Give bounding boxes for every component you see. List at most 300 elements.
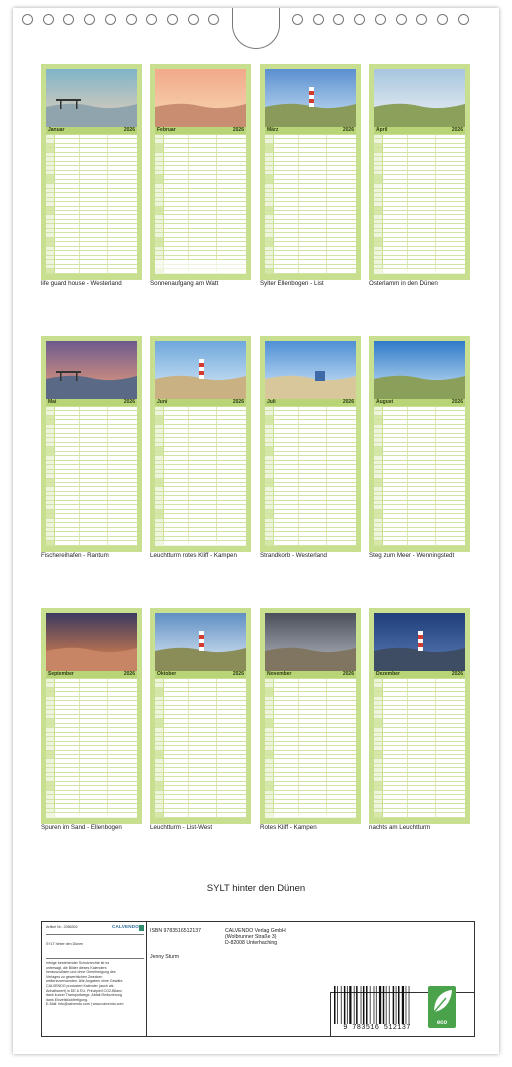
legal-line: E-Mail: info@calvendo.com | www.calvendo.com [46, 1002, 124, 1007]
binding-ring [458, 14, 469, 25]
day-number-cell [265, 523, 274, 526]
day-number-cell [46, 189, 55, 192]
day-number-cell [46, 523, 55, 526]
day-number-cell [374, 135, 383, 138]
legal-text [46, 961, 144, 1007]
day-row [265, 269, 356, 273]
day-number-cell [265, 751, 274, 754]
day-number-cell [374, 483, 383, 486]
day-number-cell [155, 692, 164, 695]
day-number-cell [155, 786, 164, 789]
month-photo [46, 613, 137, 671]
day-number-cell [374, 782, 383, 785]
day-number-cell [46, 229, 55, 232]
day-number-cell [46, 510, 55, 513]
day-number-cell [155, 202, 164, 205]
month-header [374, 671, 465, 678]
day-number-cell [374, 474, 383, 477]
day-number-cell [374, 189, 383, 192]
day-number-cell [46, 251, 55, 254]
month-name: November [267, 671, 292, 677]
day-number-cell [155, 537, 164, 540]
day-number-cell [265, 202, 274, 205]
day-number-cell [46, 701, 55, 704]
day-number-cell [155, 755, 164, 758]
month-year: 2026 [451, 671, 463, 677]
day-number-cell [374, 211, 383, 214]
month-header [46, 127, 137, 134]
day-number-cell [155, 407, 164, 410]
binding-ring [354, 14, 365, 25]
day-number-cell [155, 416, 164, 419]
day-number-cell [155, 251, 164, 254]
day-number-cell [374, 688, 383, 691]
day-number-cell [265, 759, 274, 762]
day-number-cell [46, 786, 55, 789]
legal-line: CALVENDO produziert Kalender (auch als [46, 983, 114, 988]
day-number-cell [46, 162, 55, 165]
day-number-cell [374, 746, 383, 749]
day-number-cell [155, 171, 164, 174]
day-number-cell [46, 207, 55, 210]
day-number-cell [374, 755, 383, 758]
day-number-cell [155, 470, 164, 473]
day-number-cell [265, 233, 274, 236]
day-number-cell [265, 211, 274, 214]
month-page-märz [260, 64, 361, 280]
day-number-cell [374, 144, 383, 147]
day-row [46, 269, 137, 273]
day-number-cell [46, 532, 55, 535]
day-number-cell [374, 777, 383, 780]
short-title: SYLT hinter den Dünen [46, 942, 84, 946]
legal-line: herauszulösen und ohne Genehmigung des [46, 970, 116, 975]
day-number-cell [374, 692, 383, 695]
month-header [265, 671, 356, 678]
day-number-cell [46, 715, 55, 718]
day-grid [265, 135, 356, 274]
day-number-cell [46, 514, 55, 517]
day-number-cell [374, 759, 383, 762]
day-number-cell [374, 537, 383, 540]
day-number-cell [46, 751, 55, 754]
day-number-cell [265, 804, 274, 807]
day-number-cell [374, 733, 383, 736]
day-number-cell [155, 541, 164, 544]
day-number-cell [265, 501, 274, 504]
day-number-cell [46, 800, 55, 803]
day-number-cell [46, 683, 55, 686]
day-number-cell [265, 429, 274, 432]
day-number-cell [155, 452, 164, 455]
day-number-cell [155, 465, 164, 468]
day-number-cell [265, 697, 274, 700]
binding-ring [167, 14, 178, 25]
day-number-cell [155, 523, 164, 526]
month-name: Mai [48, 399, 57, 405]
day-number-cell [265, 519, 274, 522]
day-number-cell [46, 215, 55, 218]
photo-caption: Spuren im Sand - Ellenbogen [41, 824, 122, 831]
month-photo [265, 613, 356, 671]
day-grid [46, 407, 137, 546]
day-number-cell [155, 211, 164, 214]
day-number-cell [46, 456, 55, 459]
day-number-cell [265, 198, 274, 201]
day-number-cell [46, 813, 55, 816]
day-number-cell [155, 773, 164, 776]
day-number-cell [374, 706, 383, 709]
calvendo-logo-mark [139, 925, 144, 931]
day-number-cell [374, 198, 383, 201]
day-number-cell [46, 242, 55, 245]
photo-caption: life guard house - Westerland [41, 280, 122, 287]
day-number-cell [46, 782, 55, 785]
day-number-cell [46, 737, 55, 740]
month-name: April [376, 127, 388, 133]
photo-caption: nachts am Leuchtturm [369, 824, 431, 831]
day-number-cell [46, 198, 55, 201]
day-number-cell [46, 265, 55, 268]
day-number-cell [265, 496, 274, 499]
leaf-icon [428, 986, 456, 1018]
day-number-cell [374, 528, 383, 531]
day-number-cell [46, 795, 55, 798]
day-number-cell [155, 184, 164, 187]
day-number-cell [374, 697, 383, 700]
day-number-cell [46, 461, 55, 464]
day-number-cell [374, 800, 383, 803]
day-number-cell [374, 514, 383, 517]
day-number-cell [374, 728, 383, 731]
day-number-cell [374, 541, 383, 544]
binding-ring [22, 14, 33, 25]
month-name: Februar [157, 127, 176, 133]
day-number-cell [155, 764, 164, 767]
day-number-cell [155, 242, 164, 245]
day-number-cell [374, 420, 383, 423]
month-page-juni [150, 336, 251, 552]
day-number-cell [155, 683, 164, 686]
day-number-cell [265, 683, 274, 686]
day-row [265, 813, 356, 817]
day-number-cell [374, 429, 383, 432]
month-name: August [376, 399, 394, 405]
day-number-cell [155, 256, 164, 259]
day-number-cell [265, 755, 274, 758]
day-number-cell [155, 782, 164, 785]
month-year: 2026 [342, 671, 354, 677]
day-number-cell [374, 470, 383, 473]
month-year: 2026 [123, 399, 135, 405]
day-number-cell [374, 764, 383, 767]
day-number-cell [155, 175, 164, 178]
day-number-cell [265, 742, 274, 745]
binding-ring [416, 14, 427, 25]
day-number-cell [155, 438, 164, 441]
day-number-cell [374, 443, 383, 446]
day-number-cell [265, 215, 274, 218]
day-number-cell [374, 416, 383, 419]
day-number-cell [46, 733, 55, 736]
legal-line: dank kurzer Transportwege. Abfall-Reduzierung [46, 993, 122, 998]
month-year: 2026 [123, 671, 135, 677]
day-number-cell [155, 701, 164, 704]
day-number-cell [46, 139, 55, 142]
day-number-cell [374, 157, 383, 160]
day-number-cell [374, 710, 383, 713]
day-number-cell [265, 679, 274, 682]
day-number-cell [265, 813, 274, 816]
day-number-cell [374, 224, 383, 227]
day-number-cell [155, 238, 164, 241]
day-number-cell [374, 813, 383, 816]
day-number-cell [265, 764, 274, 767]
day-number-cell [374, 724, 383, 727]
day-number-cell [155, 697, 164, 700]
day-number-cell [374, 519, 383, 522]
photo-caption: Sonnenaufgang am Watt [150, 280, 219, 287]
day-number-cell [46, 193, 55, 196]
day-number-cell [46, 202, 55, 205]
day-number-cell [374, 742, 383, 745]
day-number-cell [155, 679, 164, 682]
day-number-cell [265, 144, 274, 147]
barcode-number: 9 783516 512137 [343, 1024, 411, 1032]
divider [330, 992, 331, 1036]
day-number-cell [46, 447, 55, 450]
day-number-cell [155, 148, 164, 151]
month-page-januar [41, 64, 142, 280]
day-number-cell [265, 532, 274, 535]
day-number-cell [46, 768, 55, 771]
binding-ring [105, 14, 116, 25]
day-number-cell [155, 269, 164, 272]
day-number-cell [155, 496, 164, 499]
day-number-cell [155, 751, 164, 754]
month-photo [374, 613, 465, 671]
day-number-cell [265, 505, 274, 508]
day-number-cell [155, 483, 164, 486]
day-number-cell [155, 804, 164, 807]
month-photo [155, 341, 246, 399]
day-number-cell [46, 429, 55, 432]
day-number-cell [265, 153, 274, 156]
day-number-cell [265, 180, 274, 183]
day-number-cell [46, 791, 55, 794]
day-number-cell [46, 407, 55, 410]
day-number-cell [155, 434, 164, 437]
day-number-cell [155, 809, 164, 812]
day-number-cell [155, 742, 164, 745]
day-number-cell [374, 719, 383, 722]
month-page-juli [260, 336, 361, 552]
day-number-cell [155, 688, 164, 691]
day-number-cell [46, 135, 55, 138]
day-number-cell [374, 701, 383, 704]
day-number-cell [265, 269, 274, 272]
day-number-cell [46, 256, 55, 259]
divider [46, 934, 144, 935]
day-number-cell [265, 420, 274, 423]
day-number-cell [46, 809, 55, 812]
day-number-cell [46, 269, 55, 272]
day-row [374, 541, 465, 545]
day-row [374, 269, 465, 273]
day-number-cell [46, 679, 55, 682]
day-number-cell [155, 733, 164, 736]
day-number-cell [155, 800, 164, 803]
day-number-cell [46, 416, 55, 419]
day-number-cell [46, 224, 55, 227]
day-number-cell [46, 728, 55, 731]
binding-ring [437, 14, 448, 25]
day-number-cell [46, 171, 55, 174]
day-number-cell [46, 411, 55, 414]
eco-badge [428, 986, 456, 1028]
publisher-line: D-82008 Unterhaching [225, 940, 278, 947]
day-number-cell [155, 777, 164, 780]
month-header [155, 399, 246, 406]
legal-line: untersagt, die Bilder dieses Kalenders [46, 965, 107, 970]
author: Jenny Sturm [150, 954, 180, 960]
day-number-cell [155, 795, 164, 798]
day-number-cell [265, 184, 274, 187]
day-number-cell [155, 447, 164, 450]
day-number-cell [46, 537, 55, 540]
day-number-cell [155, 719, 164, 722]
day-number-cell [155, 224, 164, 227]
day-number-cell [155, 180, 164, 183]
month-page-februar [150, 64, 251, 280]
day-number-cell [46, 434, 55, 437]
day-number-cell [155, 759, 164, 762]
day-number-cell [374, 407, 383, 410]
day-number-cell [374, 193, 383, 196]
day-number-cell [155, 528, 164, 531]
day-number-cell [374, 265, 383, 268]
month-year: 2026 [451, 127, 463, 133]
day-number-cell [265, 135, 274, 138]
day-number-cell [265, 416, 274, 419]
day-number-cell [265, 251, 274, 254]
day-number-cell [265, 139, 274, 142]
day-number-cell [155, 514, 164, 517]
day-number-cell [46, 519, 55, 522]
day-number-cell [374, 532, 383, 535]
day-number-cell [374, 434, 383, 437]
day-number-cell [46, 492, 55, 495]
day-number-cell [46, 443, 55, 446]
day-number-cell [265, 447, 274, 450]
legal-line: weiterzuverwenden. Alle Angaben ohne Gewähr. [46, 979, 124, 984]
binding-ring [375, 14, 386, 25]
day-number-cell [374, 215, 383, 218]
day-number-cell [265, 452, 274, 455]
day-number-cell [265, 715, 274, 718]
day-number-cell [155, 768, 164, 771]
day-number-cell [374, 795, 383, 798]
day-number-cell [374, 256, 383, 259]
day-number-cell [155, 411, 164, 414]
day-number-cell [265, 773, 274, 776]
day-number-cell [265, 411, 274, 414]
month-page-dezember [369, 608, 470, 824]
binding-ring [292, 14, 303, 25]
month-photo [46, 341, 137, 399]
day-grid [374, 135, 465, 274]
month-name: Oktober [157, 671, 177, 677]
day-number-cell [46, 706, 55, 709]
divider [46, 958, 144, 959]
day-number-cell [46, 153, 55, 156]
binding-ring [63, 14, 74, 25]
day-number-cell [374, 510, 383, 513]
day-number-cell [155, 461, 164, 464]
day-number-cell [374, 238, 383, 241]
day-number-cell [374, 260, 383, 263]
day-number-cell [46, 804, 55, 807]
day-number-cell [374, 207, 383, 210]
day-number-cell [374, 465, 383, 468]
day-number-cell [46, 180, 55, 183]
day-number-cell [46, 724, 55, 727]
day-number-cell [374, 247, 383, 250]
day-row [265, 541, 356, 545]
month-page-oktober [150, 608, 251, 824]
day-number-cell [155, 510, 164, 513]
month-header [374, 399, 465, 406]
month-name: Juli [267, 399, 276, 405]
day-number-cell [374, 715, 383, 718]
divider [146, 922, 147, 1036]
day-number-cell [155, 233, 164, 236]
day-number-cell [374, 139, 383, 142]
day-number-cell [46, 764, 55, 767]
day-number-cell [46, 420, 55, 423]
day-number-cell [46, 719, 55, 722]
calendar-title: SYLT hinter den Dünen [206, 883, 306, 894]
day-number-cell [265, 809, 274, 812]
day-number-cell [265, 229, 274, 232]
month-year: 2026 [232, 671, 244, 677]
binding-ring [126, 14, 137, 25]
day-number-cell [155, 706, 164, 709]
day-number-cell [155, 474, 164, 477]
day-number-cell [155, 157, 164, 160]
day-grid [155, 407, 246, 546]
day-number-cell [46, 211, 55, 214]
month-page-april [369, 64, 470, 280]
photo-caption: Leuchtturm - List-West [150, 824, 213, 831]
day-number-cell [155, 265, 164, 268]
month-page-september [41, 608, 142, 824]
day-number-cell [265, 791, 274, 794]
publisher-address [225, 928, 286, 947]
month-year: 2026 [342, 399, 354, 405]
day-number-cell [265, 171, 274, 174]
day-number-cell [155, 791, 164, 794]
day-number-cell [46, 505, 55, 508]
day-number-cell [265, 701, 274, 704]
day-number-cell [155, 505, 164, 508]
month-photo [374, 69, 465, 127]
publisher-line: (Wolbrunner Straße 3) [225, 934, 277, 941]
day-number-cell [155, 425, 164, 428]
day-number-cell [374, 162, 383, 165]
day-number-cell [374, 679, 383, 682]
day-number-cell [374, 523, 383, 526]
